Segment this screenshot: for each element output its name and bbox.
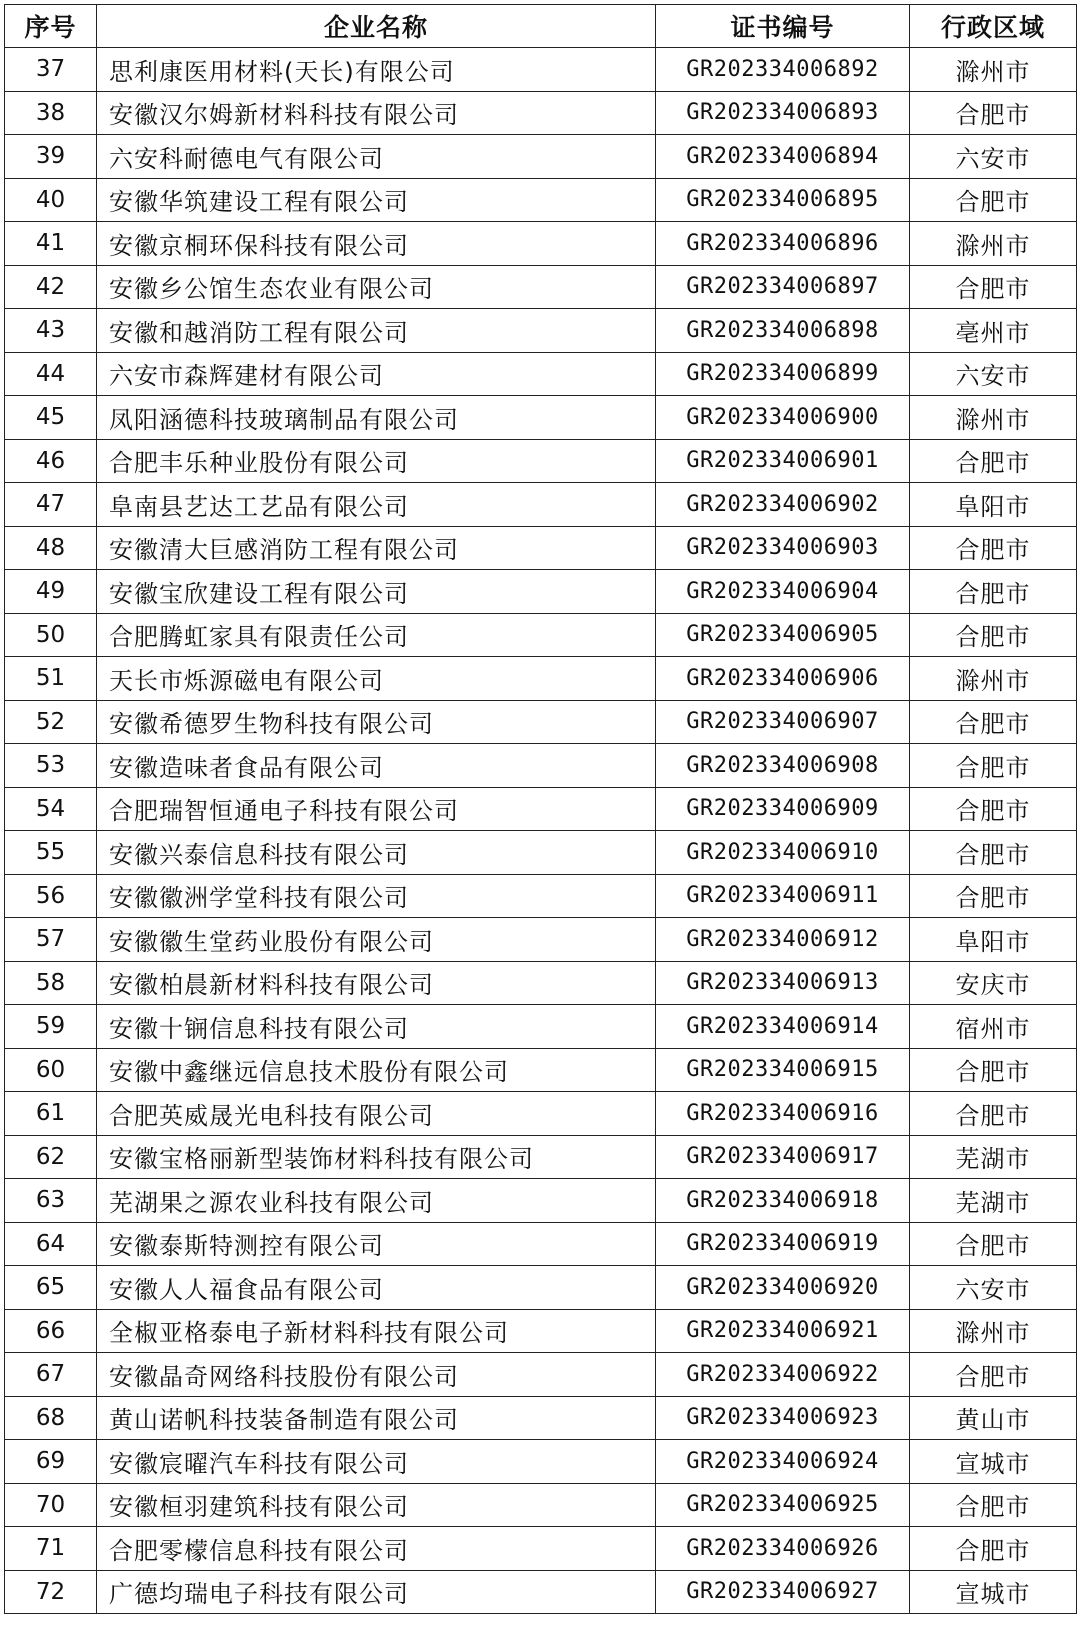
table-row — [5, 918, 1077, 962]
certificate-number-cell: GR202334006907 — [656, 700, 910, 744]
seq-cell: 66 — [5, 1309, 97, 1353]
certificate-number-cell: GR202334006920 — [656, 1266, 910, 1310]
seq-cell: 71 — [5, 1527, 97, 1571]
region-cell: 滁州市 — [910, 1309, 1077, 1353]
company-name-cell: 安徽徽生堂药业股份有限公司 — [97, 918, 656, 962]
company-name-cell: 六安科耐德电气有限公司 — [97, 135, 656, 179]
table-row — [5, 265, 1077, 309]
seq-cell: 68 — [5, 1396, 97, 1440]
company-name-cell: 安徽人人福食品有限公司 — [97, 1266, 656, 1310]
certificate-number-cell: GR202334006892 — [656, 48, 910, 92]
region-cell: 六安市 — [910, 1266, 1077, 1310]
company-name-cell: 思利康医用材料(天长)有限公司 — [97, 48, 656, 92]
certificate-number-cell: GR202334006925 — [656, 1483, 910, 1527]
company-name-cell: 安徽柏晨新材料科技有限公司 — [97, 961, 656, 1005]
company-name-cell: 安徽希德罗生物科技有限公司 — [97, 700, 656, 744]
seq-cell: 46 — [5, 439, 97, 483]
region-cell: 宣城市 — [910, 1440, 1077, 1484]
seq-cell: 69 — [5, 1440, 97, 1484]
region-cell: 合肥市 — [910, 874, 1077, 918]
seq-cell: 57 — [5, 918, 97, 962]
company-name-cell: 安徽泰斯特测控有限公司 — [97, 1222, 656, 1266]
table-row — [5, 744, 1077, 788]
region-cell: 合肥市 — [910, 787, 1077, 831]
company-name-cell: 广德均瑞电子科技有限公司 — [97, 1570, 656, 1614]
seq-cell: 43 — [5, 309, 97, 353]
seq-cell: 61 — [5, 1092, 97, 1136]
seq-cell: 72 — [5, 1570, 97, 1614]
company-name-cell: 黄山诺帆科技装备制造有限公司 — [97, 1396, 656, 1440]
company-name-cell: 安徽宝格丽新型装饰材料科技有限公司 — [97, 1135, 656, 1179]
company-name-cell: 安徽徽洲学堂科技有限公司 — [97, 874, 656, 918]
region-cell: 合肥市 — [910, 178, 1077, 222]
seq-cell: 45 — [5, 396, 97, 440]
seq-cell: 47 — [5, 483, 97, 527]
table-row — [5, 222, 1077, 266]
table-row — [5, 1266, 1077, 1310]
table-row — [5, 1570, 1077, 1614]
region-cell: 合肥市 — [910, 1527, 1077, 1571]
table-row — [5, 309, 1077, 353]
certificate-number-cell: GR202334006912 — [656, 918, 910, 962]
region-cell: 合肥市 — [910, 1222, 1077, 1266]
region-cell: 亳州市 — [910, 309, 1077, 353]
certificate-number-cell: GR202334006894 — [656, 135, 910, 179]
seq-cell: 41 — [5, 222, 97, 266]
company-name-cell: 安徽和越消防工程有限公司 — [97, 309, 656, 353]
region-cell: 合肥市 — [910, 1048, 1077, 1092]
table-row — [5, 831, 1077, 875]
seq-cell: 58 — [5, 961, 97, 1005]
company-name-cell: 芜湖果之源农业科技有限公司 — [97, 1179, 656, 1223]
company-name-cell: 天长市烁源磁电有限公司 — [97, 657, 656, 701]
region-cell: 滁州市 — [910, 657, 1077, 701]
certificate-number-cell: GR202334006902 — [656, 483, 910, 527]
certificate-number-cell: GR202334006903 — [656, 526, 910, 570]
certificate-number-cell: GR202334006899 — [656, 352, 910, 396]
certificate-number-cell: GR202334006913 — [656, 961, 910, 1005]
table-header — [5, 5, 1077, 48]
company-name-cell: 安徽十锎信息科技有限公司 — [97, 1005, 656, 1049]
seq-cell: 39 — [5, 135, 97, 179]
certificate-number-cell: GR202334006904 — [656, 570, 910, 614]
table-row — [5, 352, 1077, 396]
table-row — [5, 961, 1077, 1005]
company-name-cell: 安徽宝欣建设工程有限公司 — [97, 570, 656, 614]
certificate-number-cell: GR202334006921 — [656, 1309, 910, 1353]
region-cell: 合肥市 — [910, 265, 1077, 309]
seq-cell: 54 — [5, 787, 97, 831]
certificate-number-cell: GR202334006926 — [656, 1527, 910, 1571]
region-cell: 合肥市 — [910, 570, 1077, 614]
seq-cell: 37 — [5, 48, 97, 92]
company-name-cell: 阜南县艺达工艺品有限公司 — [97, 483, 656, 527]
seq-cell: 48 — [5, 526, 97, 570]
company-name-cell: 全椒亚格泰电子新材料科技有限公司 — [97, 1309, 656, 1353]
seq-cell: 44 — [5, 352, 97, 396]
company-name-cell: 六安市森辉建材有限公司 — [97, 352, 656, 396]
table-row — [5, 874, 1077, 918]
region-cell: 合肥市 — [910, 744, 1077, 788]
certificate-number-cell: GR202334006915 — [656, 1048, 910, 1092]
seq-cell: 62 — [5, 1135, 97, 1179]
certificate-number-cell: GR202334006918 — [656, 1179, 910, 1223]
certificate-number-cell: GR202334006895 — [656, 178, 910, 222]
table-row — [5, 1179, 1077, 1223]
table-row — [5, 657, 1077, 701]
certificate-number-cell: GR202334006916 — [656, 1092, 910, 1136]
table-row — [5, 1309, 1077, 1353]
table-row — [5, 91, 1077, 135]
seq-cell: 52 — [5, 700, 97, 744]
region-cell: 六安市 — [910, 135, 1077, 179]
company-name-cell: 合肥瑞智恒通电子科技有限公司 — [97, 787, 656, 831]
seq-cell: 67 — [5, 1353, 97, 1397]
table-row — [5, 570, 1077, 614]
company-name-cell: 合肥英威晟光电科技有限公司 — [97, 1092, 656, 1136]
table-row — [5, 1440, 1077, 1484]
table-row — [5, 48, 1077, 92]
region-cell: 合肥市 — [910, 1353, 1077, 1397]
company-name-cell: 凤阳涵德科技玻璃制品有限公司 — [97, 396, 656, 440]
seq-cell: 55 — [5, 831, 97, 875]
company-name-cell: 安徽汉尔姆新材料科技有限公司 — [97, 91, 656, 135]
region-cell: 合肥市 — [910, 831, 1077, 875]
header-seq: 序号 — [5, 5, 97, 48]
region-cell: 合肥市 — [910, 526, 1077, 570]
certificate-number-cell: GR202334006922 — [656, 1353, 910, 1397]
table-row — [5, 1527, 1077, 1571]
seq-cell: 53 — [5, 744, 97, 788]
seq-cell: 49 — [5, 570, 97, 614]
region-cell: 宿州市 — [910, 1005, 1077, 1049]
certificate-number-cell: GR202334006919 — [656, 1222, 910, 1266]
company-name-cell: 合肥丰乐种业股份有限公司 — [97, 439, 656, 483]
table-row — [5, 178, 1077, 222]
company-name-cell: 安徽宸曜汽车科技有限公司 — [97, 1440, 656, 1484]
certificate-number-cell: GR202334006908 — [656, 744, 910, 788]
header-region: 行政区域 — [910, 5, 1077, 48]
table-body — [5, 48, 1077, 1614]
region-cell: 合肥市 — [910, 1092, 1077, 1136]
company-name-cell: 安徽兴泰信息科技有限公司 — [97, 831, 656, 875]
region-cell: 合肥市 — [910, 91, 1077, 135]
seq-cell: 51 — [5, 657, 97, 701]
certificate-number-cell: GR202334006923 — [656, 1396, 910, 1440]
certificate-number-cell: GR202334006893 — [656, 91, 910, 135]
table-row — [5, 1092, 1077, 1136]
region-cell: 合肥市 — [910, 613, 1077, 657]
certificate-number-cell: GR202334006896 — [656, 222, 910, 266]
region-cell: 六安市 — [910, 352, 1077, 396]
seq-cell: 60 — [5, 1048, 97, 1092]
table-row — [5, 613, 1077, 657]
seq-cell: 70 — [5, 1483, 97, 1527]
company-name-cell: 合肥腾虹家具有限责任公司 — [97, 613, 656, 657]
table-row — [5, 1135, 1077, 1179]
certificate-number-cell: GR202334006901 — [656, 439, 910, 483]
seq-cell: 64 — [5, 1222, 97, 1266]
seq-cell: 42 — [5, 265, 97, 309]
table-row — [5, 787, 1077, 831]
company-name-cell: 安徽清大巨感消防工程有限公司 — [97, 526, 656, 570]
table-row — [5, 700, 1077, 744]
company-name-cell: 安徽乡公馆生态农业有限公司 — [97, 265, 656, 309]
region-cell: 芜湖市 — [910, 1179, 1077, 1223]
seq-cell: 59 — [5, 1005, 97, 1049]
certificate-number-cell: GR202334006909 — [656, 787, 910, 831]
seq-cell: 65 — [5, 1266, 97, 1310]
certificate-number-cell: GR202334006914 — [656, 1005, 910, 1049]
company-name-cell: 安徽华筑建设工程有限公司 — [97, 178, 656, 222]
certificate-number-cell: GR202334006917 — [656, 1135, 910, 1179]
table-row — [5, 1005, 1077, 1049]
seq-cell: 50 — [5, 613, 97, 657]
table-row — [5, 1222, 1077, 1266]
certificate-number-cell: GR202334006910 — [656, 831, 910, 875]
certificate-number-cell: GR202334006927 — [656, 1570, 910, 1614]
region-cell: 阜阳市 — [910, 918, 1077, 962]
table-row — [5, 439, 1077, 483]
region-cell: 合肥市 — [910, 1483, 1077, 1527]
company-name-cell: 安徽造味者食品有限公司 — [97, 744, 656, 788]
seq-cell: 56 — [5, 874, 97, 918]
company-name-cell: 安徽中鑫继远信息技术股份有限公司 — [97, 1048, 656, 1092]
region-cell: 滁州市 — [910, 48, 1077, 92]
seq-cell: 40 — [5, 178, 97, 222]
company-name-cell: 安徽桓羽建筑科技有限公司 — [97, 1483, 656, 1527]
region-cell: 合肥市 — [910, 439, 1077, 483]
table-row — [5, 135, 1077, 179]
table-row — [5, 483, 1077, 527]
certificate-number-cell: GR202334006897 — [656, 265, 910, 309]
header-cert: 证书编号 — [656, 5, 910, 48]
header-row — [5, 5, 1077, 48]
certificate-number-cell: GR202334006905 — [656, 613, 910, 657]
company-name-cell: 安徽京桐环保科技有限公司 — [97, 222, 656, 266]
region-cell: 黄山市 — [910, 1396, 1077, 1440]
certificate-number-cell: GR202334006924 — [656, 1440, 910, 1484]
seq-cell: 63 — [5, 1179, 97, 1223]
region-cell: 合肥市 — [910, 700, 1077, 744]
table-row — [5, 1353, 1077, 1397]
region-cell: 宣城市 — [910, 1570, 1077, 1614]
table-row — [5, 526, 1077, 570]
certificate-number-cell: GR202334006911 — [656, 874, 910, 918]
region-cell: 滁州市 — [910, 222, 1077, 266]
table-row — [5, 1396, 1077, 1440]
certificate-number-cell: GR202334006898 — [656, 309, 910, 353]
region-cell: 芜湖市 — [910, 1135, 1077, 1179]
table-row — [5, 1483, 1077, 1527]
seq-cell: 38 — [5, 91, 97, 135]
certificate-number-cell: GR202334006906 — [656, 657, 910, 701]
company-name-cell: 合肥零檬信息科技有限公司 — [97, 1527, 656, 1571]
table-row — [5, 396, 1077, 440]
certificate-number-cell: GR202334006900 — [656, 396, 910, 440]
header-name: 企业名称 — [97, 5, 656, 48]
region-cell: 滁州市 — [910, 396, 1077, 440]
table-row — [5, 1048, 1077, 1092]
enterprise-table — [4, 4, 1077, 1614]
region-cell: 阜阳市 — [910, 483, 1077, 527]
region-cell: 安庆市 — [910, 961, 1077, 1005]
company-name-cell: 安徽晶奇网络科技股份有限公司 — [97, 1353, 656, 1397]
